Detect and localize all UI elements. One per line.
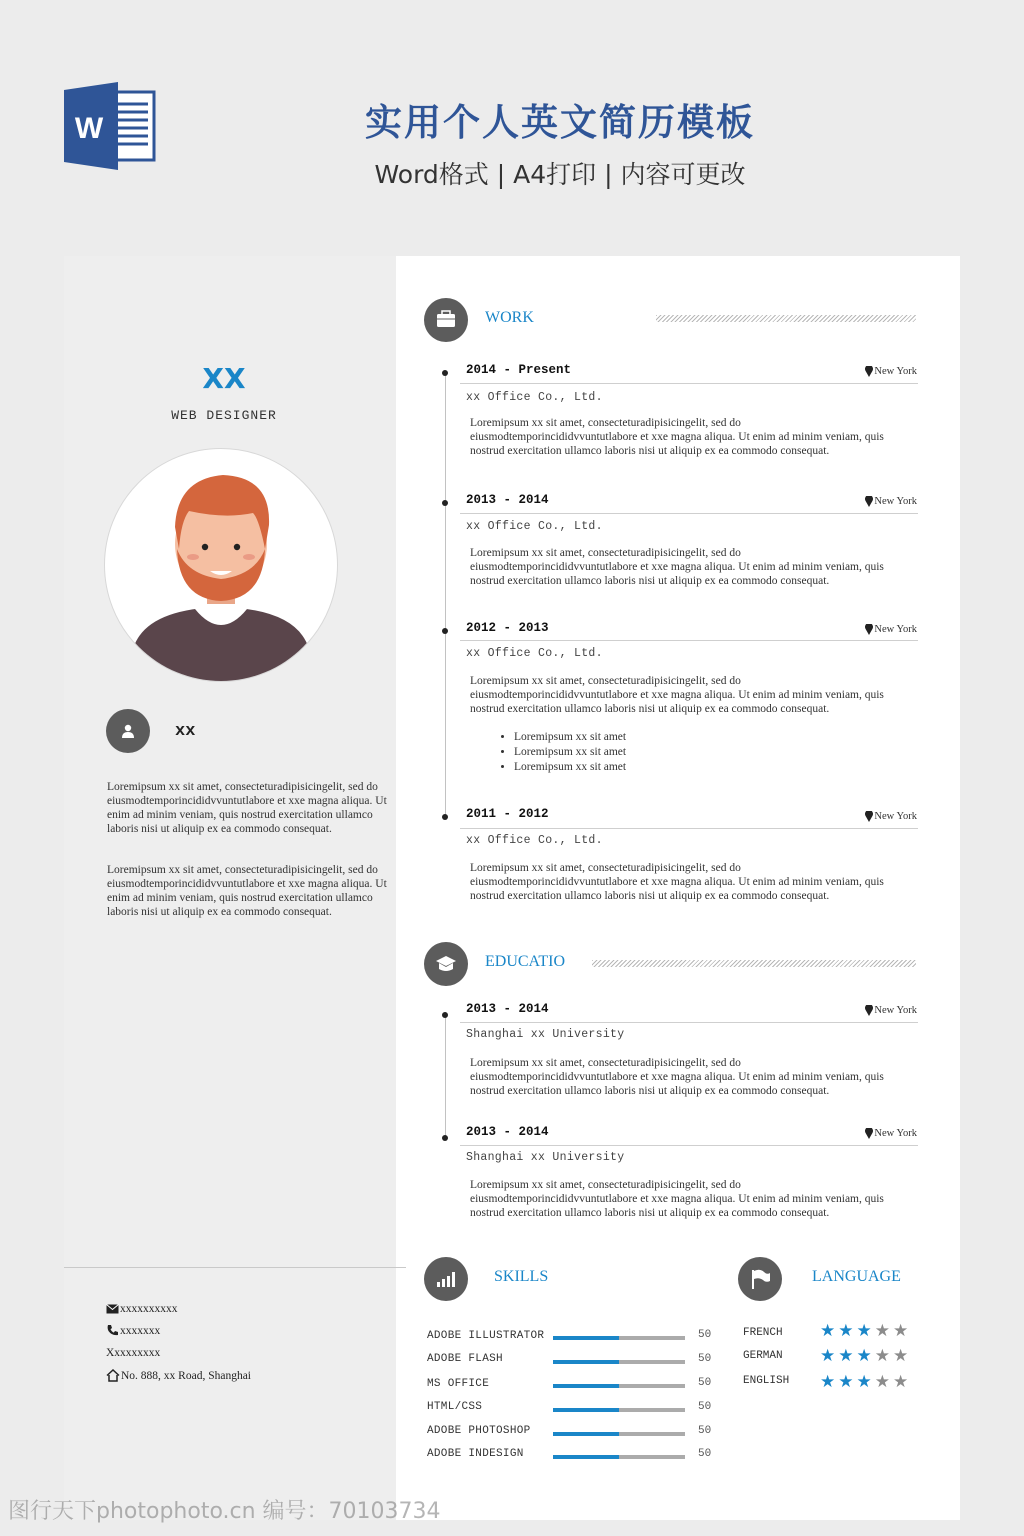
skill-name: ADOBE ILLUSTRATOR bbox=[427, 1330, 545, 1342]
entry-rule bbox=[460, 828, 918, 829]
language-name: ENGLISH bbox=[743, 1375, 790, 1387]
work-entry-date: 2013 - 2014 bbox=[466, 493, 549, 507]
skill-bar-fill bbox=[553, 1360, 619, 1364]
entry-rule bbox=[460, 640, 918, 641]
contact-address bbox=[106, 1369, 251, 1382]
star-filled-icon: ★ bbox=[856, 1346, 875, 1366]
contact-address-text: No. 888, xx Road, Shanghai bbox=[121, 1369, 252, 1382]
work-entry-description: Loremipsum xx sit amet, consecteturadipisicingelit, sed do eiusmodtemporincididvvuntutlabore et xxe magna aliqua. Ut enim ad minim veniam, quis nostrud exercitation ullamco laboris nisi ut aliquip ex ea commodo consequat. bbox=[470, 547, 884, 587]
star-empty-icon: ★ bbox=[893, 1321, 912, 1341]
timeline-dot bbox=[442, 1012, 448, 1018]
education-entry-description: Loremipsum xx sit amet, consecteturadipisicingelit, sed do eiusmodtemporincididvvuntutlabore et xxe magna aliqua. Ut enim ad minim veniam, quis nostrud exercitation ullamco laboris nisi ut aliquip ex ea commodo consequat. bbox=[470, 1179, 884, 1219]
skill-name: ADOBE INDESIGN bbox=[427, 1448, 524, 1460]
star-empty-icon: ★ bbox=[874, 1372, 893, 1392]
education-entry-date: 2013 - 2014 bbox=[466, 1125, 549, 1139]
language-rating bbox=[820, 1346, 911, 1366]
skill-value: 50 bbox=[698, 1448, 712, 1460]
page-title: 实用个人英文简历模板 bbox=[365, 101, 755, 144]
job-title: WEB DESIGNER bbox=[171, 408, 277, 423]
skill-bar-fill bbox=[553, 1384, 619, 1388]
work-entry-bullets bbox=[490, 730, 626, 775]
word-icon bbox=[64, 82, 156, 170]
education-entry-description: Loremipsum xx sit amet, consecteturadipisicingelit, sed do eiusmodtemporincididvvuntutlabore et xxe magna aliqua. Ut enim ad minim veniam, quis nostrud exercitation ullamco laboris nisi ut aliquip ex ea commodo consequat. bbox=[470, 1057, 884, 1097]
contact-phone bbox=[106, 1324, 160, 1337]
phone-icon bbox=[106, 1324, 119, 1337]
star-filled-icon: ★ bbox=[838, 1346, 857, 1366]
skill-bar bbox=[553, 1455, 685, 1459]
about-paragraph: Loremipsum xx sit amet, consecteturadipisicingelit, sed do eiusmodtemporincididvvuntutlabore et xxe magna aliqua. Ut enim ad minim veniam, quis nostrud exercitation ullamco laboris nisi ut aliquip ex ea commodo consequat. bbox=[107, 864, 387, 918]
location-text: New York bbox=[874, 1005, 917, 1016]
flag-icon bbox=[738, 1257, 782, 1301]
education-entry-org: Shanghai xx University bbox=[466, 1028, 625, 1041]
work-title-rule bbox=[656, 315, 916, 322]
skill-bar bbox=[553, 1384, 685, 1388]
skill-bar bbox=[553, 1336, 685, 1340]
work-entry-org: xx Office Co., Ltd. bbox=[466, 520, 603, 533]
work-entry-date: 2012 - 2013 bbox=[466, 621, 549, 635]
star-filled-icon: ★ bbox=[856, 1372, 875, 1392]
bullet-item: • Loremipsum xx sit amet bbox=[514, 760, 626, 775]
contact-other-text: Xxxxxxxxx bbox=[106, 1347, 161, 1359]
briefcase-icon bbox=[424, 298, 468, 342]
skill-name: MS OFFICE bbox=[427, 1378, 490, 1390]
skill-bar-fill bbox=[553, 1408, 619, 1412]
skill-name: ADOBE PHOTOSHOP bbox=[427, 1425, 531, 1437]
skill-bar-fill bbox=[553, 1432, 619, 1436]
contact-other bbox=[106, 1347, 160, 1359]
skill-bar bbox=[553, 1408, 685, 1412]
home-icon bbox=[106, 1369, 120, 1382]
location-pin-icon bbox=[865, 811, 873, 822]
bar-chart-icon bbox=[424, 1257, 468, 1301]
star-filled-icon: ★ bbox=[820, 1346, 839, 1366]
location-pin-icon bbox=[865, 1005, 873, 1016]
contact-email bbox=[106, 1303, 178, 1315]
language-section-title: LANGUAGE bbox=[812, 1268, 901, 1285]
entry-rule bbox=[460, 1145, 918, 1146]
envelope-icon bbox=[106, 1304, 119, 1314]
timeline-dot bbox=[442, 814, 448, 820]
star-empty-icon: ★ bbox=[874, 1321, 893, 1341]
education-entry-location bbox=[865, 1128, 917, 1139]
entry-rule bbox=[460, 383, 918, 384]
work-entry-description: Loremipsum xx sit amet, consecteturadipisicingelit, sed do eiusmodtemporincididvvuntutlabore et xxe magna aliqua. Ut enim ad minim veniam, quis nostrud exercitation ullamco laboris nisi ut aliquip ex ea commodo consequat. bbox=[470, 417, 884, 457]
skill-bar-fill bbox=[553, 1336, 619, 1340]
work-entry-description: Loremipsum xx sit amet, consecteturadipisicingelit, sed do eiusmodtemporincididvvuntutlabore et xxe magna aliqua. Ut enim ad minim veniam, quis nostrud exercitation ullamco laboris nisi ut aliquip ex ea commodo consequat. bbox=[470, 675, 884, 715]
contact-email-text: xxxxxxxxxx bbox=[120, 1303, 178, 1315]
work-entry-org: xx Office Co., Ltd. bbox=[466, 391, 603, 404]
star-filled-icon: ★ bbox=[820, 1321, 839, 1341]
star-filled-icon: ★ bbox=[838, 1321, 857, 1341]
work-entry-location bbox=[865, 811, 917, 822]
language-name: GERMAN bbox=[743, 1350, 783, 1362]
star-filled-icon: ★ bbox=[838, 1372, 857, 1392]
skill-value: 50 bbox=[698, 1377, 712, 1389]
avatar bbox=[104, 448, 338, 682]
star-empty-icon: ★ bbox=[874, 1346, 893, 1366]
work-entry-org: xx Office Co., Ltd. bbox=[466, 834, 603, 847]
skills-section-title: SKILLS bbox=[494, 1268, 549, 1285]
skill-value: 50 bbox=[698, 1329, 712, 1341]
work-timeline bbox=[445, 372, 446, 818]
work-section-title: WORK bbox=[485, 309, 534, 326]
skill-name: ADOBE FLASH bbox=[427, 1353, 503, 1365]
location-text: New York bbox=[874, 624, 917, 635]
about-paragraph: Loremipsum xx sit amet, consecteturadipisicingelit, sed do eiusmodtemporincididvvuntutlabore et xxe magna aliqua. Ut enim ad minim veniam, quis nostrud exercitation ullamco laboris nisi ut aliquip ex ea commodo consequat. bbox=[107, 781, 387, 835]
skill-bar bbox=[553, 1432, 685, 1436]
education-timeline bbox=[445, 1012, 446, 1138]
profile-section-name: xx bbox=[175, 722, 196, 741]
entry-rule bbox=[460, 1022, 918, 1023]
user-icon bbox=[106, 709, 150, 753]
divider bbox=[64, 1267, 406, 1268]
language-rating bbox=[820, 1372, 911, 1392]
skill-name: HTML/CSS bbox=[427, 1401, 483, 1413]
work-entry-location bbox=[865, 366, 917, 377]
watermark: 图行天下photophoto.cn 编号：70103734 bbox=[8, 1499, 441, 1524]
timeline-dot bbox=[442, 628, 448, 634]
location-pin-icon bbox=[865, 496, 873, 507]
timeline-dot bbox=[442, 500, 448, 506]
location-text: New York bbox=[874, 366, 917, 377]
location-pin-icon bbox=[865, 1128, 873, 1139]
timeline-dot bbox=[442, 370, 448, 376]
location-text: New York bbox=[874, 1128, 917, 1139]
work-entry-date: 2011 - 2012 bbox=[466, 807, 549, 821]
entry-rule bbox=[460, 513, 918, 514]
work-entry-date: 2014 - Present bbox=[466, 363, 572, 377]
location-text: New York bbox=[874, 811, 917, 822]
language-name: FRENCH bbox=[743, 1327, 783, 1339]
location-pin-icon bbox=[865, 366, 873, 377]
skill-bar bbox=[553, 1360, 685, 1364]
resume-name: XX bbox=[202, 362, 246, 395]
bullet-item: • Loremipsum xx sit amet bbox=[514, 730, 626, 745]
word-logo-letter: W bbox=[74, 112, 104, 145]
education-entry-date: 2013 - 2014 bbox=[466, 1002, 549, 1016]
star-empty-icon: ★ bbox=[893, 1372, 912, 1392]
contact-phone-text: xxxxxxx bbox=[120, 1324, 161, 1337]
education-entry-org: Shanghai xx University bbox=[466, 1151, 625, 1164]
skill-value: 50 bbox=[698, 1425, 712, 1437]
star-filled-icon: ★ bbox=[820, 1372, 839, 1392]
education-entry-location bbox=[865, 1005, 917, 1016]
location-text: New York bbox=[874, 496, 917, 507]
page-subtitle: Word格式 | A4打印 | 内容可更改 bbox=[374, 160, 746, 189]
timeline-dot bbox=[442, 1135, 448, 1141]
work-entry-location bbox=[865, 496, 917, 507]
avatar-illustration bbox=[105, 449, 337, 681]
skill-value: 50 bbox=[698, 1401, 712, 1413]
work-entry-org: xx Office Co., Ltd. bbox=[466, 647, 603, 660]
star-filled-icon: ★ bbox=[856, 1321, 875, 1341]
skill-value: 50 bbox=[698, 1353, 712, 1365]
work-entry-description: Loremipsum xx sit amet, consecteturadipisicingelit, sed do eiusmodtemporincididvvuntutlabore et xxe magna aliqua. Ut enim ad minim veniam, quis nostrud exercitation ullamco laboris nisi ut aliquip ex ea commodo consequat. bbox=[470, 862, 884, 902]
bullet-item: • Loremipsum xx sit amet bbox=[514, 745, 626, 760]
work-entry-location bbox=[865, 624, 917, 635]
location-pin-icon bbox=[865, 624, 873, 635]
language-rating bbox=[820, 1321, 911, 1341]
skill-bar-fill bbox=[553, 1455, 619, 1459]
education-section-title: EDUCATIO bbox=[485, 953, 565, 970]
star-empty-icon: ★ bbox=[893, 1346, 912, 1366]
education-title-rule bbox=[592, 960, 916, 967]
graduation-cap-icon bbox=[424, 942, 468, 986]
